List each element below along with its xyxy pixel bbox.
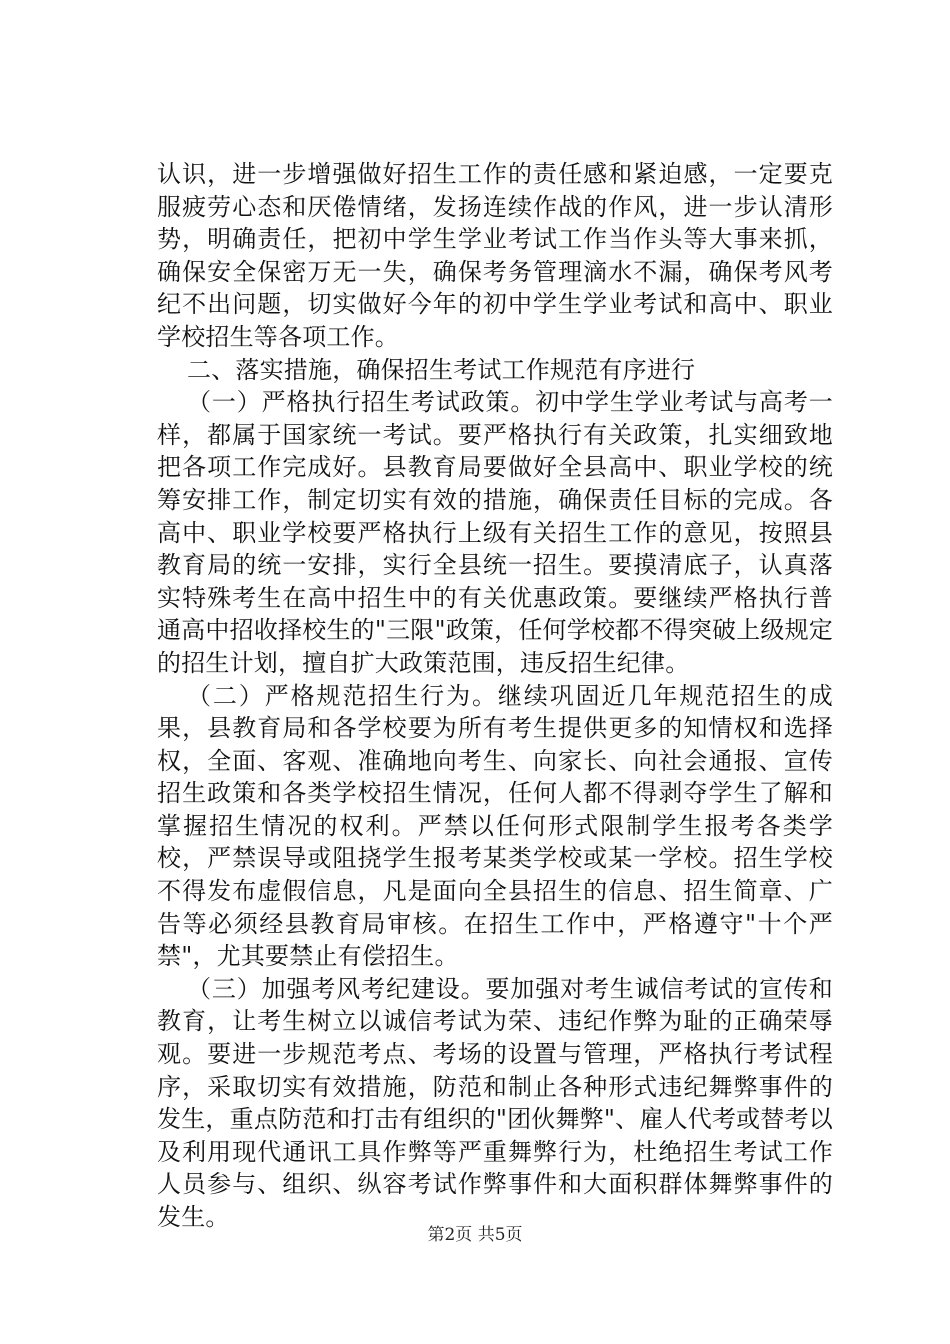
- page-footer: 第2页 共5页: [427, 1225, 523, 1245]
- paragraph-item-1: （一）严格执行招生考试政策。初中学生学业考试与高考一样，都属于国家统一考试。要严格执行有关政策，扎实细致地把各项工作完成好。县教育局要做好全县高中、职业学校的统筹安排工作，制定切实有效的措施，确保责任目标的完成。各高中、职业学校要严格执行上级有关招生工作的意见，按照县教育局的统一安排，实行全县统一招生。要摸清底子，认真落实特殊考生在高中招生中的有关优惠政策。要继续严格执行普通高中招收择校生的"三限"政策，任何学校都不得突破上级规定的招生计划，擅自扩大政策范围，违反招生纪律。: [157, 388, 833, 677]
- paragraph-continued: 认识，进一步增强做好招生工作的责任感和紧迫感，一定要克服疲劳心态和厌倦情绪，发扬连续作战的作风，进一步认清形势，明确责任，把初中学生学业考试工作当作头等大事来抓，确保安全保密万无一失，确保考务管理滴水不漏，确保考风考纪不出问题，切实做好今年的初中学生学业考试和高中、职业学校招生等各项工作。: [157, 160, 833, 351]
- section-heading: 二、落实措施，确保招生考试工作规范有序进行: [187, 355, 696, 384]
- paragraph-item-3: （三）加强考风考纪建设。要加强对考生诚信考试的宣传和教育，让考生树立以诚信考试为荣、违纪作弊为耻的正确荣辱观。要进一步规范考点、考场的设置与管理，严格执行考试程序，采取切实有效措施，防范和制止各种形式违纪舞弊事件的发生，重点防范和打击有组织的"团伙舞弊"、雇人代考或替考以及利用现代通讯工具作弊等严重舞弊行为，杜绝招生考试工作人员参与、组织、纵容考试作弊事件和大面积群体舞弊事件的发生。: [157, 974, 833, 1231]
- document-body: [157, 158, 833, 1234]
- paragraph-item-2: （二）严格规范招生行为。继续巩固近几年规范招生的成果，县教育局和各学校要为所有考生提供更多的知情权和选择权，全面、客观、准确地向考生、向家长、向社会通报、宣传招生政策和各类学校招生情况，任何人都不得剥夺学生了解和掌握招生情况的权利。严禁以任何形式限制学生报考各类学校，严禁误导或阻挠学生报考某类学校或某一学校。招生学校不得发布虚假信息，凡是面向全县招生的信息、招生简章、广告等必须经县教育局审核。在招生工作中，严格遵守"十个严禁"，尤其要禁止有偿招生。: [157, 681, 833, 971]
